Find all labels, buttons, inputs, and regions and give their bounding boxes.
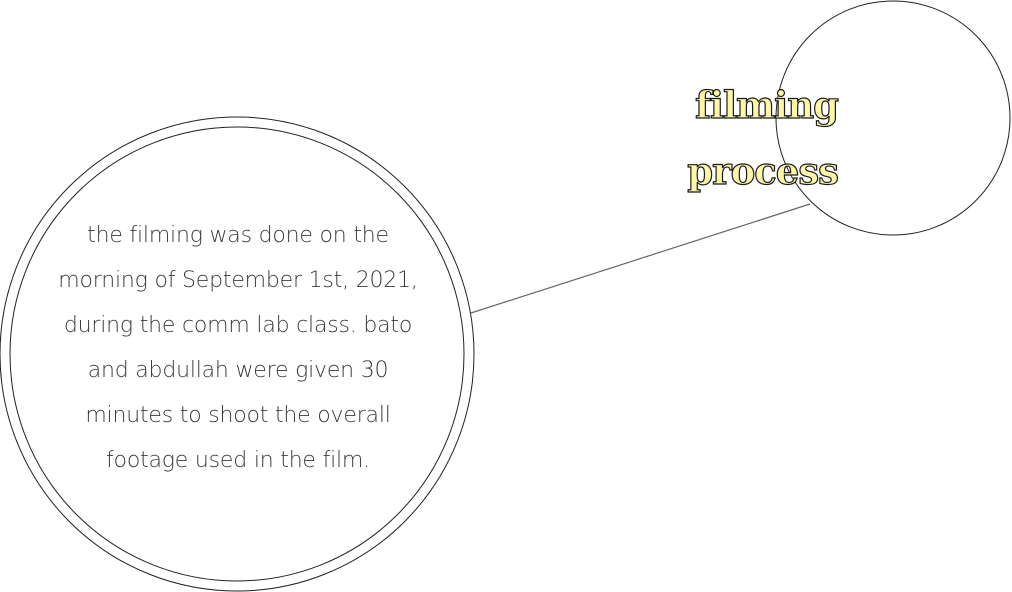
description-text	[56, 213, 420, 483]
title-line-2: process	[687, 149, 838, 193]
description-line: minutes to shoot the overall	[85, 403, 391, 428]
section-title	[600, 72, 838, 204]
description-line: during the comm lab class. bato	[63, 313, 413, 338]
description-line: morning of September 1st, 2021,	[58, 268, 418, 293]
connector-line	[471, 204, 810, 313]
description-line: the filming was done on the	[87, 223, 389, 248]
description-line: footage used in the film.	[106, 448, 370, 473]
title-line-1: filming	[694, 83, 838, 127]
description-line: and abdullah were given 30	[87, 358, 389, 383]
